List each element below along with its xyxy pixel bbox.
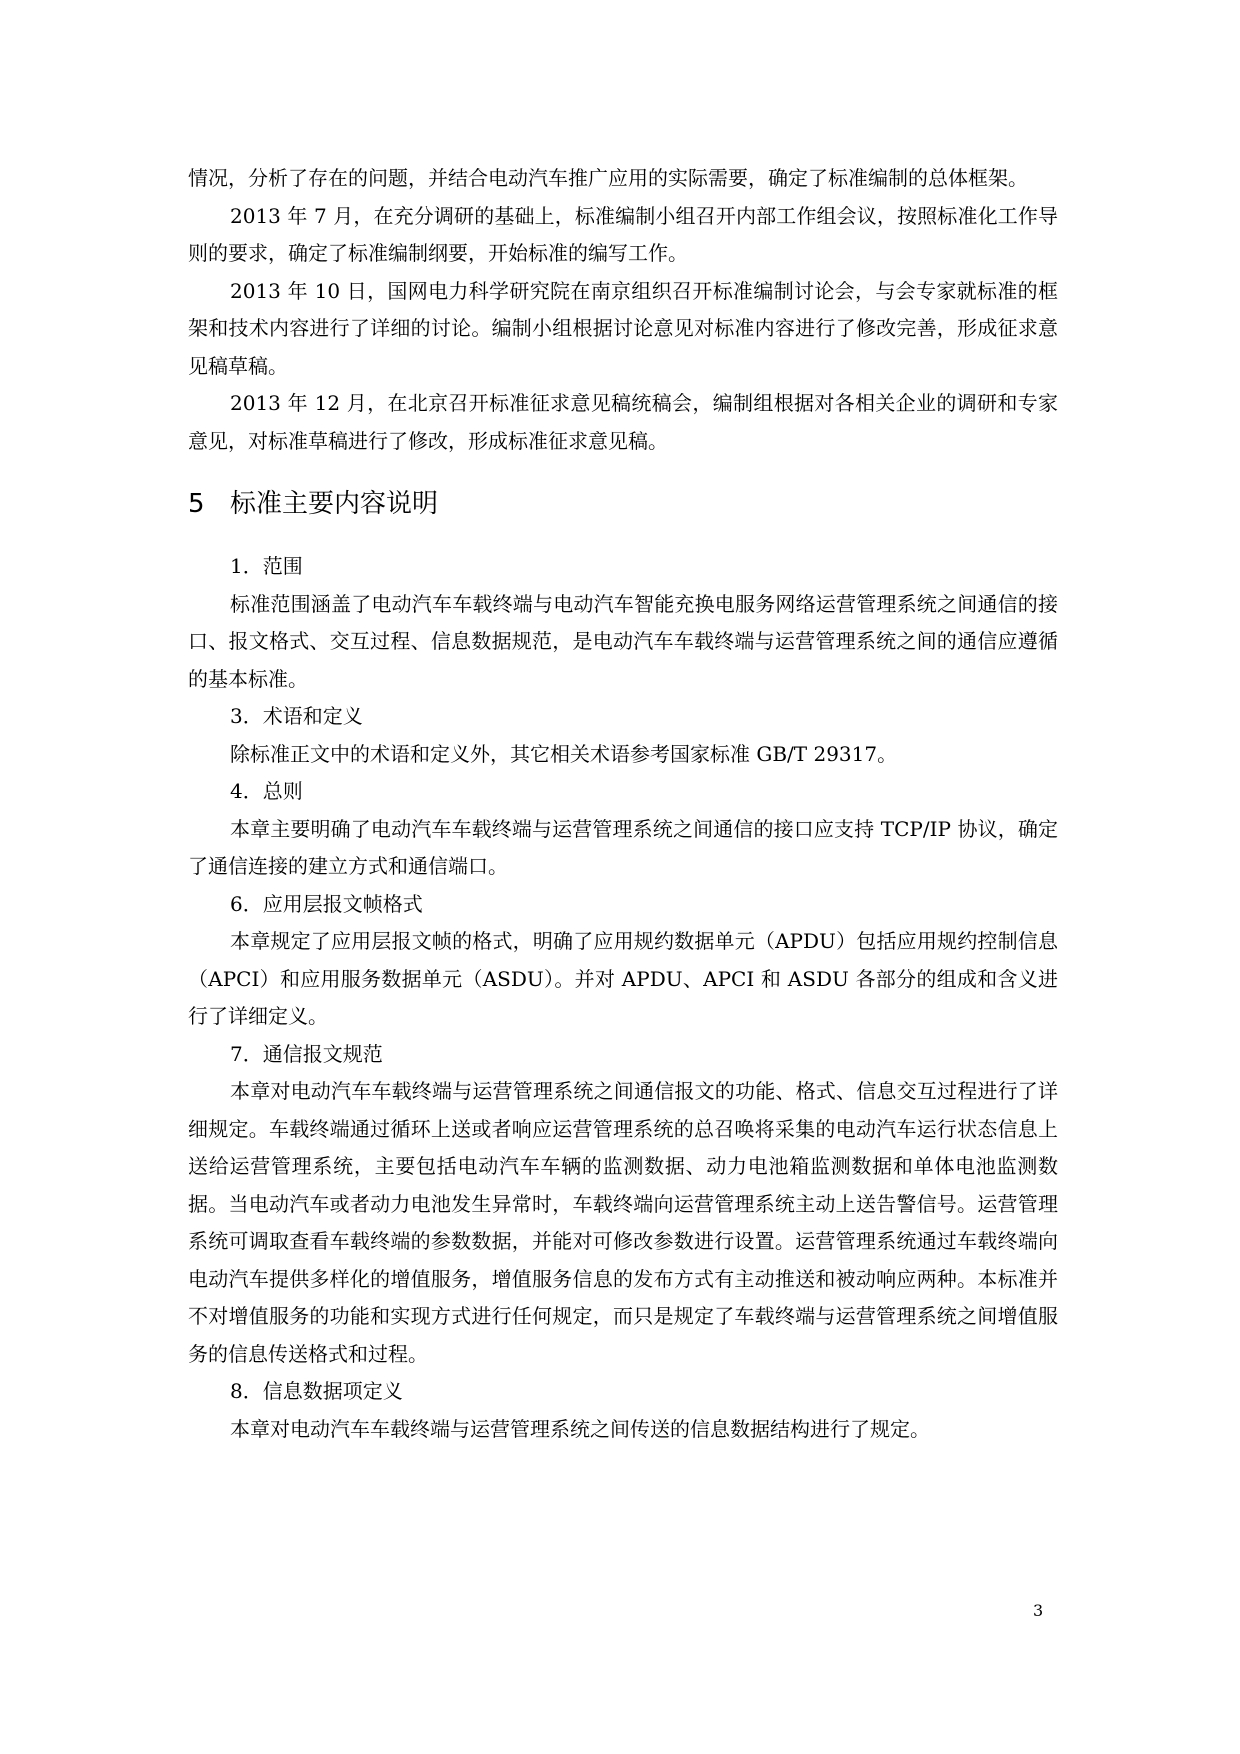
item-title-terms: 3．术语和定义 bbox=[230, 704, 363, 728]
paragraph-continuation: 情况，分析了存在的问题，并结合电动汽车推广应用的实际需要，确定了标准编制的总体框架。 bbox=[188, 166, 1028, 190]
page-content bbox=[188, 160, 1058, 1448]
section-title: 标准主要内容说明 bbox=[230, 489, 439, 519]
item-title-data-items: 8．信息数据项定义 bbox=[230, 1379, 403, 1403]
item-text-terms: 除标准正文中的术语和定义外，其它相关术语参考国家标准 GB/T 29317。 bbox=[230, 741, 898, 766]
paragraph-dec-2013: 2013 年 12 月，在北京召开标准征求意见稿统稿会，编制组根据对各相关企业的调研和专家意见，对标准草稿进行了修改，形成标准征求意见稿。 bbox=[188, 391, 1058, 453]
item-text-data-items: 本章对电动汽车车载终端与运营管理系统之间传送的信息数据结构进行了规定。 bbox=[230, 1416, 930, 1441]
page-number: 3 bbox=[1033, 1601, 1044, 1620]
item-text-frame-format: 本章规定了应用层报文帧的格式，明确了应用规约数据单元（APDU）包括应用规约控制信息（APCI）和应用服务数据单元（ASDU）。并对 APDU、APCI 和 ASDU 各部分的组成和含义进行了详细定义。 bbox=[188, 929, 1058, 1028]
section-number: 5 bbox=[188, 489, 205, 519]
paragraph-oct-2013: 2013 年 10 日，国网电力科学研究院在南京组织召开标准编制讨论会，与会专家就标准的框架和技术内容进行了详细的讨论。编制小组根据讨论意见对标准内容进行了修改完善，形成征求意见稿草稿。 bbox=[188, 278, 1058, 378]
item-text-message-spec: 本章对电动汽车车载终端与运营管理系统之间通信报文的功能、格式、信息交互过程进行了详细规定。车载终端通过循环上送或者响应运营管理系统的总召唤将采集的电动汽车运行状态信息上送给运营管理系统，主要包括电动汽车车辆的监测数据、动力电池箱监测数据和单体电池监测数据。当电动汽车或者动力电池发生异常时，车载终端向运营管理系统主动上送告警信号。运营管理系统可调取查看车载终端的参数数据，并能对可修改参数进行设置。运营管理系统通过车载终端向电动汽车提供多样化的增值服务，增值服务信息的发布方式有主动推送和被动响应两种。本标准并不对增值服务的功能和实现方式进行任何规定，而只是规定了车载终端与运营管理系统之间增值服务的信息传送格式和过程。 bbox=[188, 1079, 1058, 1366]
item-title-message-spec: 7．通信报文规范 bbox=[230, 1041, 383, 1066]
item-text-scope: 标准范围涵盖了电动汽车车载终端与电动汽车智能充换电服务网络运营管理系统之间通信的接口、报文格式、交互过程、信息数据规范，是电动汽车车载终端与运营管理系统之间的通信应遵循的基本标准。 bbox=[188, 591, 1058, 691]
item-title-frame-format: 6．应用层报文帧格式 bbox=[230, 891, 423, 916]
paragraph-july-2013: 2013 年 7 月，在充分调研的基础上，标准编制小组召开内部工作组会议，按照标准化工作导则的要求，确定了标准编制纲要，开始标准的编写工作。 bbox=[188, 203, 1058, 265]
item-title-scope: 1．范围 bbox=[230, 554, 303, 578]
section-heading bbox=[188, 484, 1058, 524]
item-text-general: 本章主要明确了电动汽车车载终端与运营管理系统之间通信的接口应支持 TCP/IP 协议，确定了通信连接的建立方式和通信端口。 bbox=[188, 816, 1058, 878]
item-title-general: 4．总则 bbox=[230, 779, 303, 803]
